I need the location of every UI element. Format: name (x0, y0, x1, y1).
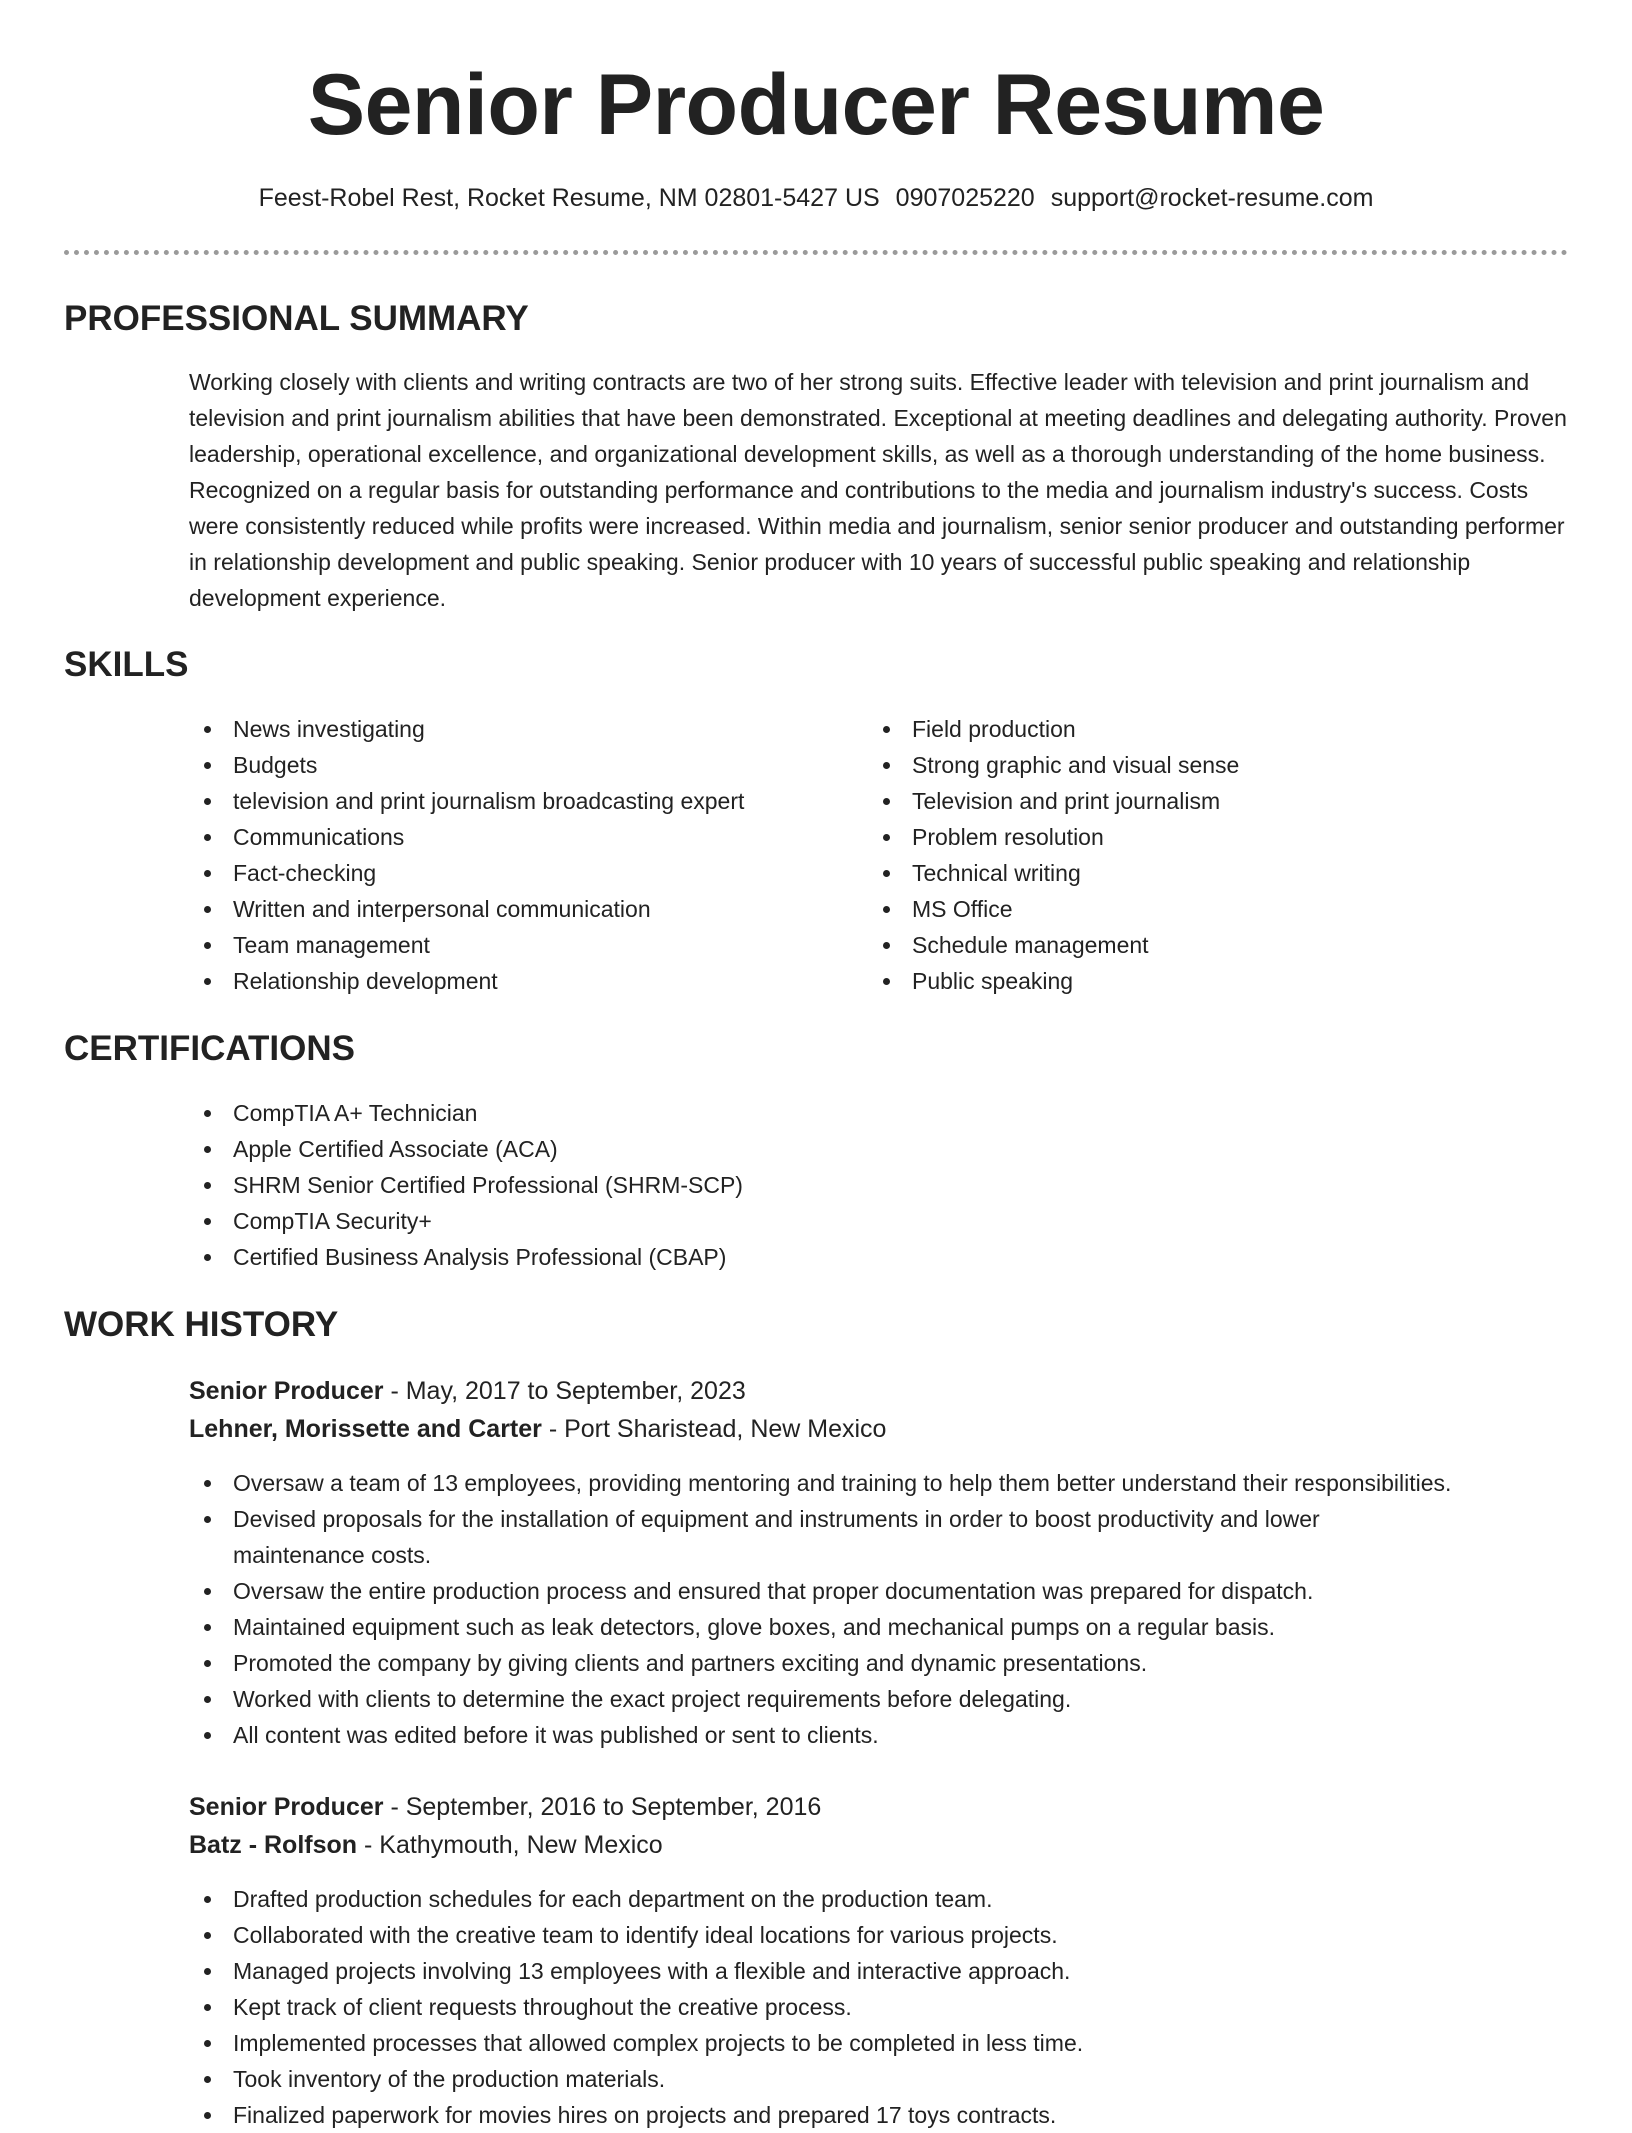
certification-item: CompTIA A+ Technician (189, 1095, 1389, 1131)
job-bullet: Oversaw a team of 13 employees, providing mentoring and training to help them better understand their responsibilities. (189, 1465, 1589, 1501)
skill-item: Communications (189, 819, 849, 855)
job-dates: - September, 2016 to September, 2016 (383, 1793, 822, 1821)
job-company-line (189, 1826, 1569, 1864)
skill-item: Problem resolution (868, 819, 1548, 855)
skills-list-left (189, 711, 849, 999)
skill-item: Schedule management (868, 927, 1548, 963)
contact-email: support@rocket-resume.com (1050, 184, 1374, 212)
skill-item: Technical writing (868, 855, 1548, 891)
header-divider (64, 250, 1568, 255)
job-dates: - May, 2017 to September, 2023 (383, 1377, 746, 1405)
skill-item: Fact-checking (189, 855, 849, 891)
job-bullet: Kept track of client requests throughout the creative process. (189, 1989, 1589, 2025)
job-bullet: Collaborated with the creative team to identify ideal locations for various projects. (189, 1917, 1589, 1953)
job-bullet: Worked with clients to determine the exact project requirements before delegating. (189, 1681, 1589, 1717)
job-bullet: All content was edited before it was published or sent to clients. (189, 1717, 1589, 1753)
skill-item: Team management (189, 927, 849, 963)
contact-line (0, 178, 1632, 218)
section-title-skills: SKILLS (64, 645, 189, 684)
job-bullet: Drafted production schedules for each department on the production team. (189, 1881, 1589, 1917)
skill-item: Strong graphic and visual sense (868, 747, 1548, 783)
summary-text: Working closely with clients and writing contracts are two of her strong suits. Effective leader with television and print journalism and television and print journalism abilities that have been demonstrated. Exceptional at meeting deadlines and delegating authority. Proven leadership, operational excellence, and organizational development skills, as well as a thorough understanding of the home business. Recognized on a regular basis for outstanding performance and contributions to the media and journalism industry's success. Costs were consistently reduced while profits were increased. Within media and journalism, senior senior producer and outstanding performer in relationship development and public speaking. Senior producer with 10 years of successful public speaking and relationship development experience. (189, 369, 1567, 611)
job-bullet: Maintained equipment such as leak detectors, glove boxes, and mechanical pumps on a regular basis. (189, 1609, 1589, 1645)
skill-item: MS Office (868, 891, 1548, 927)
job-company: Lehner, Morissette and Carter (189, 1415, 542, 1443)
job-location: - Kathymouth, New Mexico (357, 1831, 663, 1859)
contact-address: Feest-Robel Rest, Rocket Resume, NM 02801-5427 US (258, 184, 880, 212)
certification-item: Certified Business Analysis Professional (CBAP) (189, 1239, 1389, 1275)
skill-item: Budgets (189, 747, 849, 783)
contact-phone: 0907025220 (895, 184, 1035, 212)
job-bullet: Finalized paperwork for movies hires on projects and prepared 17 toys contracts. (189, 2097, 1589, 2133)
page-title: Senior Producer Resume (307, 57, 1325, 153)
job-location: - Port Sharistead, New Mexico (541, 1415, 887, 1443)
skill-item: Relationship development (189, 963, 849, 999)
skills-list-right (868, 711, 1548, 999)
certification-item: SHRM Senior Certified Professional (SHRM-SCP) (189, 1167, 1389, 1203)
job-bullets (189, 1881, 1589, 2133)
skill-item: television and print journalism broadcasting expert (189, 783, 849, 819)
skill-item: Television and print journalism (868, 783, 1548, 819)
job-bullet: Managed projects involving 13 employees with a flexible and interactive approach. (189, 1953, 1589, 1989)
job-title-line (189, 1372, 1569, 1410)
skill-item: Public speaking (868, 963, 1548, 999)
section-title-certifications: CERTIFICATIONS (64, 1029, 356, 1068)
job-bullet: Implemented processes that allowed complex projects to be completed in less time. (189, 2025, 1589, 2061)
skill-item: Field production (868, 711, 1548, 747)
job-bullet: Devised proposals for the installation of equipment and instruments in order to boost productivity and lower maintenance costs. (189, 1501, 1453, 1573)
job-company-line (189, 1410, 1569, 1448)
job-company: Batz - Rolfson (189, 1831, 358, 1859)
certification-item: Apple Certified Associate (ACA) (189, 1131, 1389, 1167)
job-title-line (189, 1788, 1569, 1826)
job-title: Senior Producer (189, 1377, 384, 1405)
skill-item: News investigating (189, 711, 849, 747)
job-title: Senior Producer (189, 1793, 384, 1821)
job-bullets (189, 1465, 1589, 1753)
certification-item: CompTIA Security+ (189, 1203, 1389, 1239)
skill-item: Written and interpersonal communication (189, 891, 849, 927)
job-bullet: Took inventory of the production materials. (189, 2061, 1589, 2097)
section-title-summary: PROFESSIONAL SUMMARY (64, 299, 529, 338)
certifications-list (189, 1095, 1389, 1275)
section-title-work-history: WORK HISTORY (64, 1305, 339, 1344)
job-bullet: Oversaw the entire production process and ensured that proper documentation was prepared for dispatch. (189, 1573, 1589, 1609)
job-bullet: Promoted the company by giving clients and partners exciting and dynamic presentations. (189, 1645, 1589, 1681)
